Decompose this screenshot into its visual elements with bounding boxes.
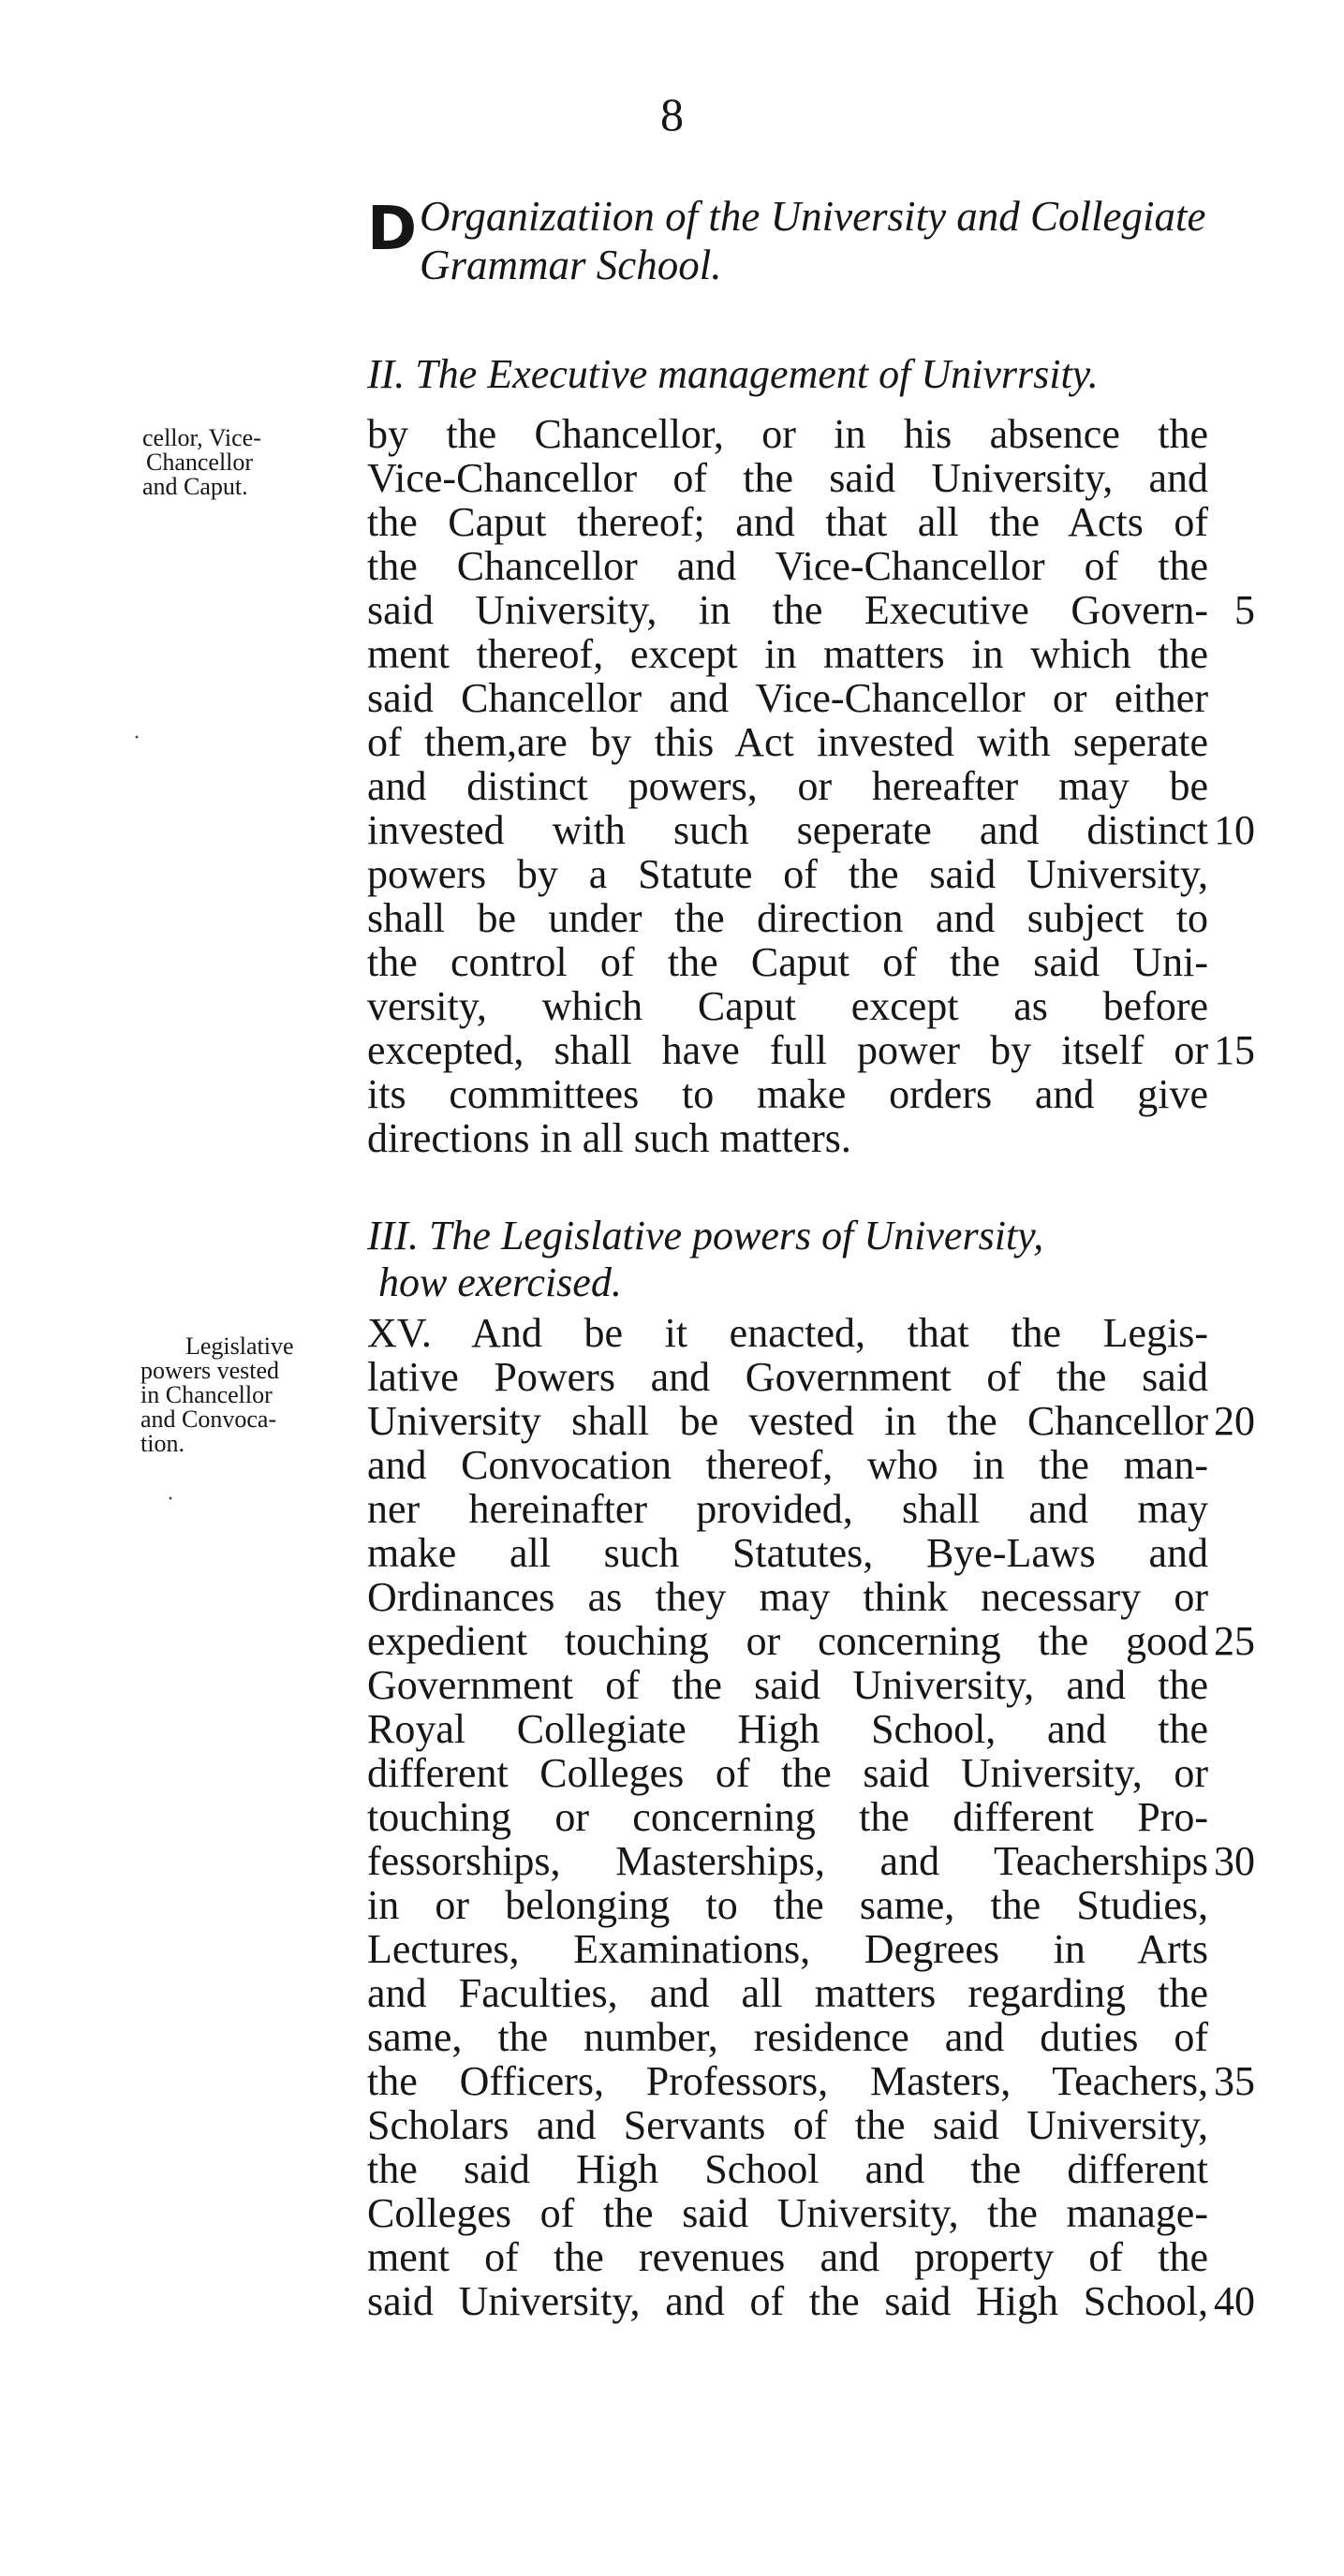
body-line: excepted, shall have full power by itself or xyxy=(367,1027,1208,1073)
margin-note-legislative xyxy=(140,1334,294,1456)
line-number: 30 xyxy=(1214,1838,1255,1884)
print-speck: · xyxy=(133,726,140,750)
margin-note-line: and Caput. xyxy=(142,473,248,500)
body-line: ment thereof, except in matters in which the xyxy=(367,631,1208,677)
heading-dropcap: D xyxy=(367,195,418,264)
margin-note-line: Chancellor xyxy=(146,449,254,476)
body-line: and Convocation thereof, who in the man- xyxy=(367,1442,1208,1488)
body-line: and Faculties, and all matters regarding the xyxy=(367,1970,1208,2016)
body-line: different Colleges of the said University, or xyxy=(367,1750,1208,1796)
body-line: University shall be vested in the Chancellor xyxy=(367,1398,1208,1444)
section-legislative-title-line2: how exercised. xyxy=(378,1259,622,1305)
section-heading xyxy=(367,192,1210,289)
body-line: invested with such seperate and distinct xyxy=(367,807,1208,853)
body-line: Vice-Chancellor of the said University, and xyxy=(367,455,1208,501)
line-number: 40 xyxy=(1214,2278,1255,2324)
body-line: Colleges of the said University, the manage- xyxy=(367,2190,1208,2236)
margin-note-line: tion. xyxy=(140,1430,185,1457)
section-executive-title: II. The Executive management of Univrrsity. xyxy=(367,351,1099,397)
line-number: 10 xyxy=(1214,807,1255,853)
body-line: Government of the said University, and the xyxy=(367,1662,1208,1708)
body-line: versity, which Caput except as before xyxy=(367,983,1208,1029)
body-line: of them,are by this Act invested with seperate xyxy=(367,719,1208,765)
body-line: Lectures, Examinations, Degrees in Arts xyxy=(367,1926,1208,1972)
body-line: said University, and of the said High School, xyxy=(367,2278,1208,2324)
body-line: by the Chancellor, or in his absence the xyxy=(367,411,1208,457)
body-line: the Chancellor and Vice-Chancellor of the xyxy=(367,543,1208,589)
line-number: 15 xyxy=(1214,1027,1255,1073)
body-line: said University, in the Executive Govern- xyxy=(367,587,1208,633)
body-line: and distinct powers, or hereafter may be xyxy=(367,763,1208,809)
body-line: XV. And be it enacted, that the Legis- xyxy=(367,1310,1208,1356)
line-number: 20 xyxy=(1214,1398,1255,1444)
section-legislative-title-line1: III. The Legislative powers of University, xyxy=(367,1213,1044,1259)
body-line: Ordinances as they may think necessary or xyxy=(367,1574,1208,1620)
body-line: the control of the Caput of the said Uni- xyxy=(367,939,1208,985)
body-line: directions in all such matters. xyxy=(367,1115,851,1161)
body-line: its committees to make orders and give xyxy=(367,1071,1208,1117)
margin-note-line: in Chancellor xyxy=(140,1381,273,1408)
body-line: said Chancellor and Vice-Chancellor or either xyxy=(367,675,1208,721)
body-line: the Caput thereof; and that all the Acts of xyxy=(367,499,1208,545)
heading-title: Organizatiion of the University and Collegiate Grammar School. xyxy=(420,193,1206,288)
section-legislative-title xyxy=(367,1213,1266,1306)
body-line: the Officers, Professors, Masters, Teachers, xyxy=(367,2058,1208,2104)
margin-note-line: and Convoca- xyxy=(140,1406,277,1433)
body-line: Scholars and Servants of the said University, xyxy=(367,2102,1208,2148)
margin-note-line: cellor, Vice- xyxy=(142,424,261,451)
body-line: Royal Collegiate High School, and the xyxy=(367,1706,1208,1752)
line-number: 25 xyxy=(1214,1618,1255,1664)
body-line: lative Powers and Government of the said xyxy=(367,1354,1208,1400)
body-line: the said High School and the different xyxy=(367,2146,1208,2192)
line-number: 5 xyxy=(1234,587,1255,633)
margin-note-line: Legislative xyxy=(185,1332,294,1360)
page-number: 8 xyxy=(660,88,684,140)
body-line: in or belonging to the same, the Studies, xyxy=(367,1882,1208,1928)
body-line: ment of the revenues and property of the xyxy=(367,2234,1208,2280)
margin-note-executive xyxy=(142,426,261,499)
body-line: touching or concerning the different Pro- xyxy=(367,1794,1208,1840)
print-speck: · xyxy=(167,1487,174,1511)
margin-note-line: powers vested xyxy=(140,1357,280,1384)
body-line: same, the number, residence and duties of xyxy=(367,2014,1208,2060)
body-line: expedient touching or concerning the good xyxy=(367,1618,1208,1664)
body-line: ner hereinafter provided, shall and may xyxy=(367,1486,1208,1532)
line-number: 35 xyxy=(1214,2058,1255,2104)
body-line: powers by a Statute of the said University, xyxy=(367,851,1208,897)
body-line: make all such Statutes, Bye-Laws and xyxy=(367,1530,1208,1576)
body-line: fessorships, Masterships, and Teacherships xyxy=(367,1838,1208,1884)
body-line: shall be under the direction and subject to xyxy=(367,895,1208,941)
